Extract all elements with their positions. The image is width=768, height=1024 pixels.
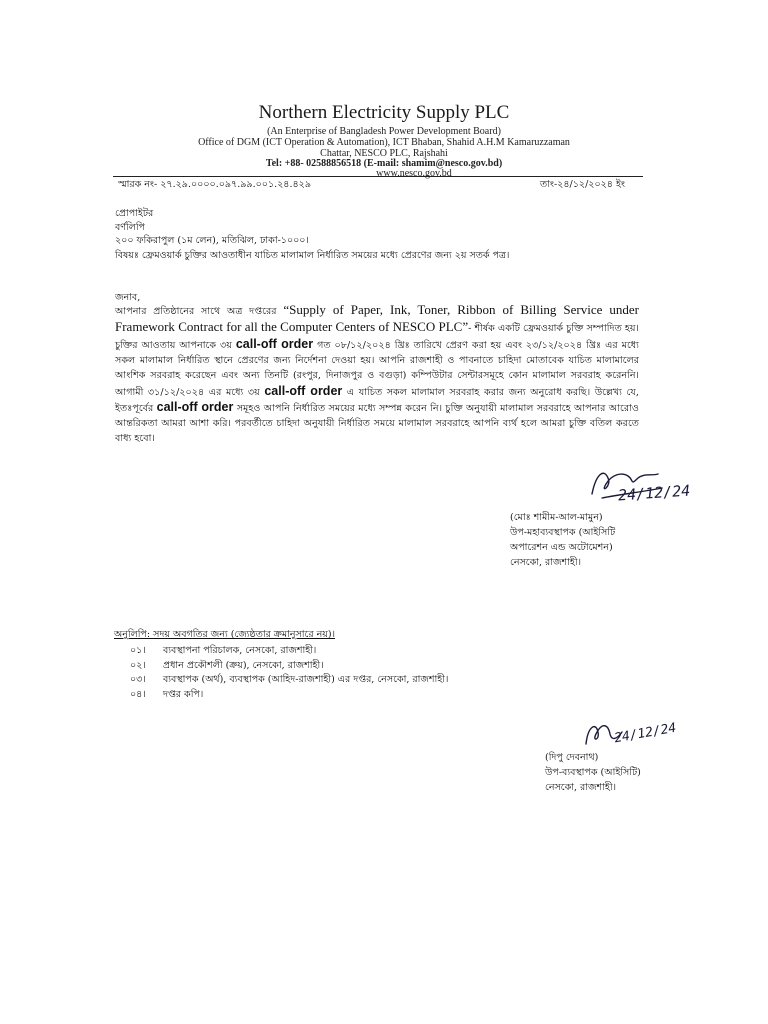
signatory-2-block [545, 750, 641, 795]
signature-1-date: 24/12/24 [617, 481, 691, 505]
signatory-1-designation: উপ-মহাব্যবস্থাপক (আইসিটি [510, 527, 616, 538]
org-office: Office of DGM (ICT Operation & Automation), ICT Bhaban, Shahid A.H.M Kamaruzzaman [198, 137, 570, 148]
recipient-company: বর্ণলিপি [115, 221, 145, 233]
cc-item-text: ব্যবস্থাপক (অর্থ), ব্যবস্থাপক (আহিদ-রাজশাহী) এর দপ্তর, নেসকো, রাজশাহী। [163, 674, 449, 685]
cc-item [130, 644, 448, 659]
body-part-4: এ যাচিত সকল মালামাল সরবরাহ করার জন্য অনুরোধ করছি। উল্লেখ্য যে, ইতঃপূর্বের [115, 386, 639, 415]
letter-body [115, 303, 639, 447]
signatory-1-name: (মোঃ শামীম-আল-মামুন) [510, 512, 603, 523]
body-part-5: সমূহও আপনি নির্ধারিত সময়ের মধ্যে সম্পন্ন করেন নি। চুক্তি অনুযায়ী মালামাল সরবরাহে আপনার আরোও আন্তরিকতা আমরা আশা করি। পরবর্তীতে চাহিদা অনুযায়ী নির্ধারিত সময়ে মালামাল সরবরাহে আপনি ব্যর্থ হলে আমরা চুক্তি বতিল করতে বাধ্য হবো। [115, 403, 639, 445]
org-enterprise: (An Enterprise of Bangladesh Power Development Board) [267, 126, 501, 137]
memo-number: স্মারক নং- ২৭.২৯.০০০০.০৯৭.৯৯.০০১.২৪.৪২৯ [118, 179, 311, 190]
signatory-2-name: (দিপু দেবনাথ) [545, 752, 599, 763]
cc-title: অনুলিপি: সদয় অবগতির জন্য (জ্যেষ্ঠতার ক্রমানুসারে নয়)। [114, 629, 335, 640]
cc-item [130, 659, 448, 674]
call-off-order-2: call-off order [264, 383, 343, 398]
cc-item-number: ০৩। [130, 674, 146, 685]
recipient-block [115, 207, 309, 248]
signature-2-date: 24/12/24 [613, 720, 678, 747]
cc-item-text: দপ্তর কপি। [163, 688, 204, 700]
org-name: Northern Electricity Supply PLC [258, 102, 510, 123]
header-divider [113, 176, 643, 177]
body-part-3: গত ০৮/১২/২০২৪ খ্রিঃ তারিখে প্রেরণ করা হয় এবং ২৩/১২/২০২৪ খ্রিঃ এর মধ্যে সকল মালামাল নির্ধারিত স্থানে প্রেরণের জন্য নির্দেশনা দেওয়া হয়। আপনি রাজশাহী ও পাবনাতে চাহিদা মোতাবেক যাচিত মালামালের আংশিক সরবরাহ করেছেন এবং অন্য তিনটি (রংপুর, দিনাজপুর ও বগুড়া) কম্পিউটার সেন্টারসমূহে কোন মালামাল সরবরাহ করেননি। আগামী ৩১/১২/২০২৪ এর মধ্যে ৩য় [115, 339, 639, 398]
letter-date: তাং-২৪/১২/২০২৪ ইং [540, 179, 626, 190]
cc-list [130, 644, 448, 702]
recipient-title: প্রোপাইটর [115, 208, 154, 219]
cc-item-number: ০২। [130, 659, 146, 671]
org-address: Chattar, NESCO PLC, Rajshahi [320, 148, 448, 159]
signatory-1-org: নেসকো, রাজশাহী। [510, 557, 582, 568]
signatory-2-designation: উপ-ব্যবস্থাপক (আইসিটি) [545, 767, 641, 778]
signatory-1-designation-2: অপারেশন এন্ড অটোমেশন) [510, 542, 613, 553]
call-off-order-1: call-off order [235, 336, 314, 351]
subject-line: বিষয়ঃ ফ্রেমওয়ার্ক চুক্তির আওতাধীন যাচিত মালামাল নির্ধারিত সময়ের মধ্যে প্রেরণের জন্য ২য় সতর্ক পত্র। [115, 250, 510, 261]
signatory-2-org: নেসকো, রাজশাহী। [545, 782, 617, 793]
body-part-1: আপনার প্রতিষ্ঠানের সাথে অত্র দপ্তরের [115, 306, 277, 317]
body-part-2: - শীর্ষক একটি ফ্রেমওয়ার্ক চুক্তি সম্পাদিত হয়। চুক্তির আওতায় আপনাকে ৩য় [115, 322, 639, 351]
cc-item [130, 673, 448, 688]
org-website: www.nesco.gov.bd [376, 168, 452, 179]
cc-item-text: প্রধান প্রকৌশলী (ক্রয়), নেসকো, রাজশাহী। [163, 659, 324, 671]
contract-title: “Supply of Paper, Ink, Toner, Ribbon of Billing Service under Framework Contract for all the Computer Centers of NESCO PLC” [115, 302, 639, 334]
call-off-order-3: call-off order [156, 400, 234, 415]
greeting: জনাব, [115, 292, 141, 303]
recipient-address: ২০০ ফকিরাপুল (১ম লেন), মতিঝিল, ঢাকা-১০০০। [115, 235, 309, 246]
cc-item [130, 688, 448, 703]
cc-item-text: ব্যবস্থাপনা পরিচালক, নেসকো, রাজশাহী। [163, 645, 317, 656]
signatory-1-block [510, 510, 615, 570]
cc-item-number: ০১। [130, 645, 146, 656]
org-contact: Tel: +88- 02588856518 (E-mail: shamim@nesco.gov.bd) [265, 158, 503, 169]
cc-item-number: ০৪। [130, 688, 146, 700]
